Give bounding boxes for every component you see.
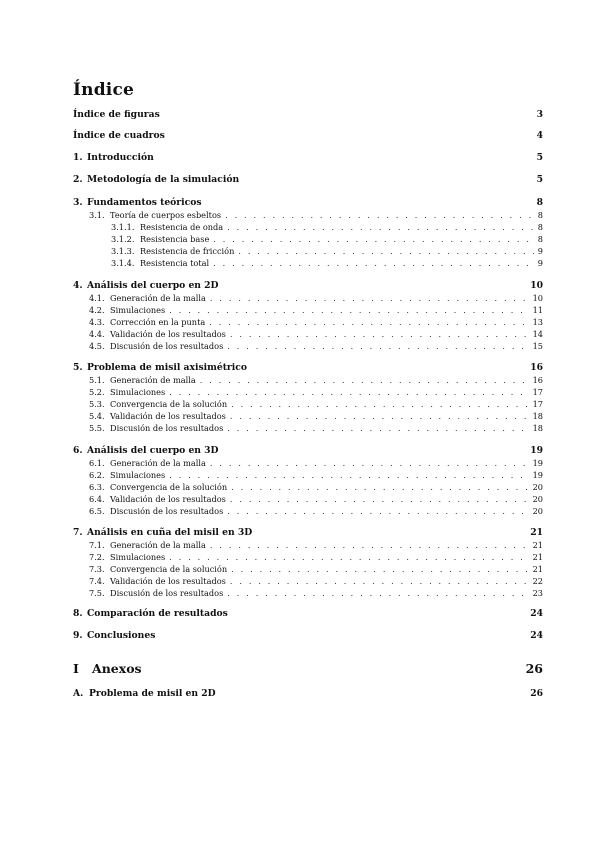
- entry-page: 16: [530, 362, 543, 373]
- entry-number: 6.3.: [89, 482, 105, 492]
- entry-label: Convergencia de la solución: [110, 564, 228, 574]
- toc-entry-chapter-3[interactable]: [73, 197, 543, 209]
- entry-label: Generación de malla: [110, 375, 196, 385]
- entry-page: 8: [537, 234, 543, 244]
- entry-label: Resistencia base: [140, 234, 210, 244]
- entry-label: Validación de los resultados: [110, 329, 226, 339]
- entry-page: 9: [537, 246, 543, 256]
- entry-label: Simulaciones: [110, 552, 166, 562]
- entry-number: 3.1.: [89, 210, 105, 220]
- entry-page: 17: [532, 387, 543, 397]
- entry-page: 15: [532, 341, 543, 351]
- entry-page: 14: [532, 329, 543, 339]
- dot-leader: [227, 341, 528, 353]
- entry-label: Convergencia de la solución: [110, 482, 228, 492]
- entry-page: 4: [536, 130, 543, 141]
- entry-page: 5: [536, 152, 543, 163]
- entry-number: 7.: [73, 527, 83, 538]
- entry-label: Metodología de la simulación: [87, 174, 240, 185]
- entry-page: 8: [537, 210, 543, 220]
- entry-number: 4.4.: [89, 329, 105, 339]
- entry-page: 5: [536, 174, 543, 185]
- entry-label: Simulaciones: [110, 387, 166, 397]
- entry-page: 23: [532, 588, 543, 598]
- entry-page: 21: [530, 527, 543, 538]
- entry-page: 20: [532, 482, 543, 492]
- dot-leader: [227, 588, 528, 600]
- entry-label: Validación de los resultados: [110, 494, 226, 504]
- entry-number: 3.1.3.: [111, 246, 135, 256]
- entry-number: 3.: [73, 197, 83, 208]
- toc-entry-chapter-5[interactable]: [73, 362, 543, 374]
- entry-label: Discusión de los resultados: [110, 588, 224, 598]
- toc-entry-cuadros[interactable]: [73, 130, 543, 142]
- entry-label: Validación de los resultados: [110, 411, 226, 421]
- entry-number: 6.: [73, 445, 83, 456]
- entry-label: Teoría de cuerpos esbeltos: [110, 210, 222, 220]
- entry-label: Convergencia de la solución: [110, 399, 228, 409]
- entry-label: Simulaciones: [110, 470, 166, 480]
- entry-label: Problema de misil axisimétrico: [87, 362, 247, 373]
- entry-number: I: [73, 661, 79, 676]
- entry-label: Resistencia de onda: [140, 222, 224, 232]
- entry-label: Resistencia total: [140, 258, 210, 268]
- entry-number: 7.2.: [89, 552, 105, 562]
- entry-page: 26: [530, 688, 543, 699]
- entry-label: Conclusiones: [87, 630, 156, 641]
- entry-page: 18: [532, 423, 543, 433]
- toc-entry-chapter-7[interactable]: [73, 527, 543, 539]
- toc-entry-chapter-4[interactable]: [73, 280, 543, 292]
- entry-page: 20: [532, 494, 543, 504]
- entry-label: Generación de la malla: [110, 458, 206, 468]
- dot-leader: [227, 506, 528, 518]
- toc-entry-chapter-2[interactable]: [73, 174, 543, 186]
- entry-number: 4.3.: [89, 317, 105, 327]
- entry-number: 5.2.: [89, 387, 105, 397]
- toc-entry-section-3-1-4[interactable]: [111, 257, 543, 270]
- entry-page: 3: [536, 109, 543, 120]
- entry-label: Análisis en cuña del misil en 3D: [87, 527, 253, 538]
- entry-number: 6.1.: [89, 458, 105, 468]
- entry-label: Anexos: [92, 661, 142, 676]
- entry-page: 10: [532, 293, 543, 303]
- toc-entry-section-7-5[interactable]: [89, 587, 543, 600]
- entry-number: 4.2.: [89, 305, 105, 315]
- entry-number: 4.5.: [89, 341, 105, 351]
- entry-number: 3.1.2.: [111, 234, 135, 244]
- entry-page: 19: [532, 470, 543, 480]
- entry-number: 4.: [73, 280, 83, 291]
- entry-number: 7.3.: [89, 564, 105, 574]
- entry-number: A.: [73, 688, 84, 699]
- entry-number: 7.4.: [89, 576, 105, 586]
- entry-number: 9.: [73, 630, 83, 641]
- entry-number: 6.5.: [89, 506, 105, 516]
- entry-page: 8: [536, 197, 543, 208]
- entry-number: 5.3.: [89, 399, 105, 409]
- entry-label: Problema de misil en 2D: [89, 688, 216, 699]
- entry-page: 19: [532, 458, 543, 468]
- toc-entry-chapter-1[interactable]: [73, 152, 543, 164]
- entry-page: 18: [532, 411, 543, 421]
- entry-label: Comparación de resultados: [87, 608, 228, 619]
- dot-leader: [213, 258, 534, 270]
- toc-entry-chapter-6[interactable]: [73, 445, 543, 457]
- entry-label: Discusión de los resultados: [110, 506, 224, 516]
- page-title: Índice: [73, 80, 135, 100]
- toc-entry-chapter-9[interactable]: [73, 630, 543, 642]
- entry-page: 19: [530, 445, 543, 456]
- entry-number: 5.1.: [89, 375, 105, 385]
- entry-label: Resistencia de fricción: [140, 246, 235, 256]
- entry-number: 2.: [73, 174, 83, 185]
- entry-page: 20: [532, 506, 543, 516]
- entry-label: Simulaciones: [110, 305, 166, 315]
- entry-page: 13: [532, 317, 543, 327]
- entry-label: Validación de los resultados: [110, 576, 226, 586]
- entry-number: 7.1.: [89, 540, 105, 550]
- entry-page: 16: [532, 375, 543, 385]
- entry-page: 26: [525, 661, 543, 676]
- entry-number: 3.1.1.: [111, 222, 135, 232]
- toc-entry-part-1[interactable]: [73, 663, 543, 675]
- entry-page: 22: [532, 576, 543, 586]
- entry-number: 6.4.: [89, 494, 105, 504]
- entry-page: 21: [532, 540, 543, 550]
- entry-label: Índice de figuras: [73, 109, 160, 120]
- entry-page: 9: [537, 258, 543, 268]
- entry-number: 4.1.: [89, 293, 105, 303]
- toc-entry-section-4-5[interactable]: [89, 340, 543, 353]
- entry-number: 1.: [73, 152, 83, 163]
- entry-page: 17: [532, 399, 543, 409]
- entry-label: Generación de la malla: [110, 293, 206, 303]
- toc-entry-chapter-8[interactable]: [73, 608, 543, 620]
- entry-page: 11: [532, 305, 543, 315]
- entry-label: Índice de cuadros: [73, 130, 165, 141]
- entry-number: 5.4.: [89, 411, 105, 421]
- entry-page: 21: [532, 564, 543, 574]
- entry-number: 5.: [73, 362, 83, 373]
- entry-label: Discusión de los resultados: [110, 341, 224, 351]
- entry-label: Corrección en la punta: [110, 317, 206, 327]
- entry-page: 24: [530, 608, 543, 619]
- entry-label: Introducción: [87, 152, 154, 163]
- entry-page: 21: [532, 552, 543, 562]
- entry-label: Análisis del cuerpo en 3D: [87, 445, 219, 456]
- entry-label: Análisis del cuerpo en 2D: [87, 280, 219, 291]
- entry-number: 8.: [73, 608, 83, 619]
- entry-label: Generación de la malla: [110, 540, 206, 550]
- toc-entry-figuras[interactable]: [73, 109, 543, 121]
- toc-entry-section-6-5[interactable]: [89, 505, 543, 518]
- entry-page: 8: [537, 222, 543, 232]
- entry-label: Discusión de los resultados: [110, 423, 224, 433]
- entry-number: 5.5.: [89, 423, 105, 433]
- entry-page: 10: [530, 280, 543, 291]
- entry-label: Fundamentos teóricos: [87, 197, 202, 208]
- toc-entry-appendix-a[interactable]: [73, 688, 543, 700]
- dot-leader: [227, 423, 528, 435]
- entry-number: 3.1.4.: [111, 258, 135, 268]
- toc-entry-section-5-5[interactable]: [89, 422, 543, 435]
- entry-page: 24: [530, 630, 543, 641]
- entry-number: 7.5.: [89, 588, 105, 598]
- entry-number: 6.2.: [89, 470, 105, 480]
